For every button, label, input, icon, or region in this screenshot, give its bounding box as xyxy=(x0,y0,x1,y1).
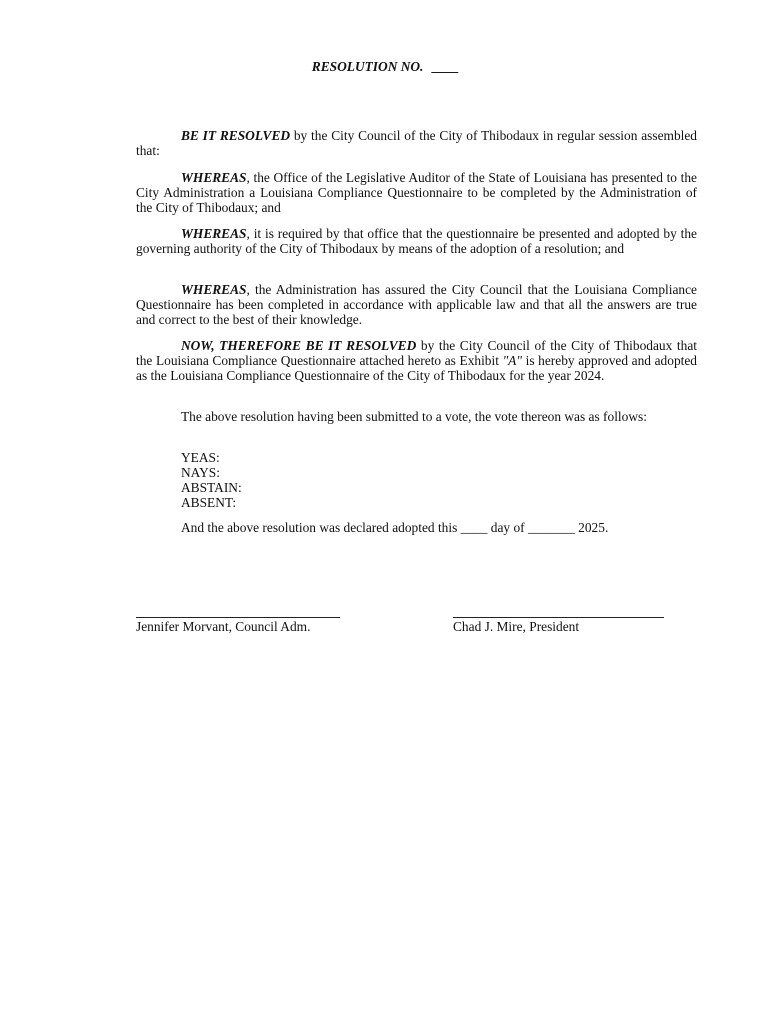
vote-tally xyxy=(181,450,242,510)
adoption-statement: And the above resolution was declared adopted this ____ day of _______ 2025. xyxy=(181,520,609,535)
paragraph-whereas-2 xyxy=(136,226,697,256)
paragraph-lead: NOW, THEREFORE BE IT RESOLVED xyxy=(181,338,417,353)
paragraph-lead: BE IT RESOLVED xyxy=(181,128,291,143)
paragraph-text: by the City Council of the City of Thibodaux that the Louisiana Compliance Questionnaire attached hereto as Exhibit xyxy=(136,338,697,368)
paragraph-text: by the City Council of the City of Thibodaux in regular session assembled that: xyxy=(136,128,697,158)
vote-absent: ABSENT: xyxy=(181,495,237,510)
paragraph-vote xyxy=(136,409,697,424)
vote-abstain: ABSTAIN: xyxy=(181,480,242,495)
signature-line-left xyxy=(136,617,340,618)
paragraph-be-it-resolved xyxy=(136,128,697,158)
paragraph-text: , the Office of the Legislative Auditor of the State of Louisiana has presented to the City Administration a Louisiana Compliance Questionnaire to be completed by the Administration of the City of Thibodaux; and xyxy=(136,170,697,215)
paragraph-text: , the Administration has assured the City Council that the Louisiana Compliance Questionnaire has been completed in accordance with applicable law and that all the answers are true and correct to the best of their knowledge. xyxy=(136,282,697,327)
paragraph-whereas-3 xyxy=(136,282,697,327)
paragraph-lead: WHEREAS xyxy=(181,282,247,297)
paragraph-text: The above resolution having been submitted to a vote, the vote thereon was as follows: xyxy=(181,409,647,424)
paragraph-lead: WHEREAS xyxy=(181,170,247,185)
paragraph-text-end: is hereby approved and adopted as the Louisiana Compliance Questionnaire of the City of Thibodaux for the year 2024. xyxy=(136,353,697,383)
paragraph-whereas-1 xyxy=(136,170,697,215)
signatory-president: Chad J. Mire, President xyxy=(453,619,580,634)
signature-line-right xyxy=(453,617,664,618)
exhibit-label: "A" xyxy=(502,353,522,368)
resolution-title xyxy=(0,59,770,74)
paragraph-lead: WHEREAS xyxy=(181,226,247,241)
resolution-title-text: RESOLUTION NO. xyxy=(311,59,424,74)
signatory-council-adm: Jennifer Morvant, Council Adm. xyxy=(136,619,311,634)
paragraph-text: , it is required by that office that the questionnaire be presented and adopted by the governing authority of the City of Thibodaux by means of the adoption of a resolution; and xyxy=(136,226,697,256)
resolution-number-blank: ____ xyxy=(431,59,459,74)
vote-nays: NAYS: xyxy=(181,465,220,480)
vote-yeas: YEAS: xyxy=(181,450,220,465)
paragraph-now-therefore xyxy=(136,338,697,383)
